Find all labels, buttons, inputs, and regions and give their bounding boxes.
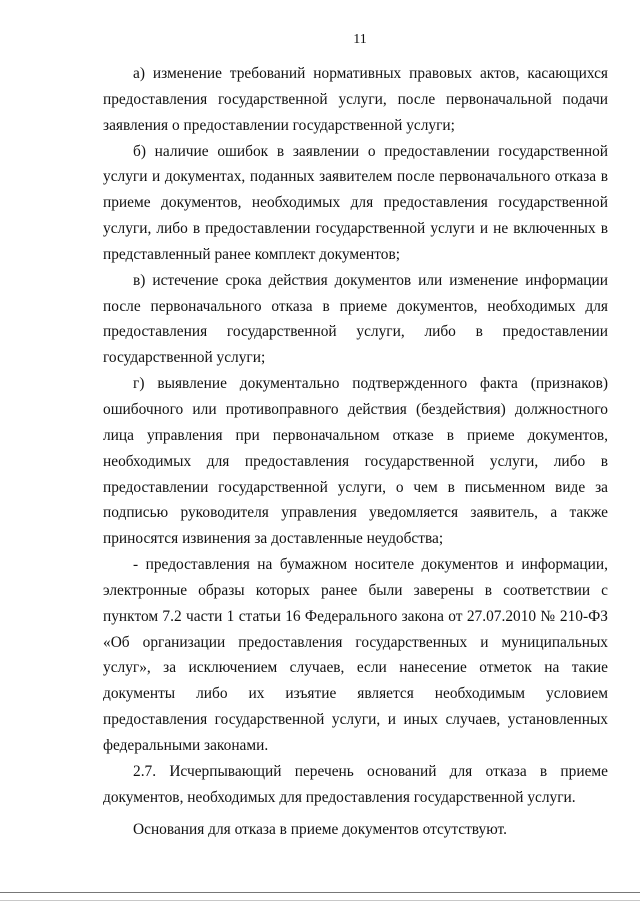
paragraph-item-b: б) наличие ошибок в заявлении о предоставлении государственной услуги и документах, поданных заявителем после первоначального отказа в приеме документов, необходимых для предоставления государственной услуги, либо в предоставлении государственной услуги и не включенных в представленный ранее комплект документов;: [103, 142, 608, 263]
paragraph-item-a: а) изменение требований нормативных правовых актов, касающихся предоставления государственной услуги, после первоначальной подачи заявления о предоставлении государственной услуги;: [103, 65, 608, 134]
paragraph-no-grounds: Основания для отказа в приеме документов отсутствуют.: [133, 821, 507, 839]
paragraph-item-g: г) выявление документально подтвержденного факта (признаков) ошибочного или противоправного действия (бездействия) должностного лица управления при первоначальном отказе в приеме документов, необходимых для предоставления государственной услуги, либо в предоставлении государственной услуги, о чем в письменном виде за подписью руководителя управления уведомляется заявитель, а также приносятся извинения за доставленные неудобства;: [103, 375, 608, 548]
paragraph-dash-item: - предоставления на бумажном носителе документов и информации, электронные образы которых ранее были заверены в соответствии с пунктом 7.2 части 1 статьи 16 Федерального закона от 27.07.2010 № 210-ФЗ «Об организации предоставления государственных и муниципальных услуг», за исключением случаев, если нанесение отметок на такие документы либо их изъятие является необходимым условием предоставления государственной услуги, и иных случаев, установленных федеральными законами.: [103, 556, 608, 754]
document-body: [103, 61, 608, 843]
paragraph-item-v: в) истечение срока действия документов или изменение информации после первоначального отказа в приеме документов, необходимых для предоставления государственной услуги, либо в предоставлении государственной услуги;: [103, 271, 608, 367]
paragraph-section-2-7: 2.7. Исчерпывающий перечень оснований для отказа в приеме документов, необходимых для предоставления государственной услуги.: [103, 762, 608, 806]
page-number: 11: [353, 32, 367, 47]
scan-edge-line: [0, 892, 640, 893]
scan-edge-line-secondary: [0, 900, 640, 901]
